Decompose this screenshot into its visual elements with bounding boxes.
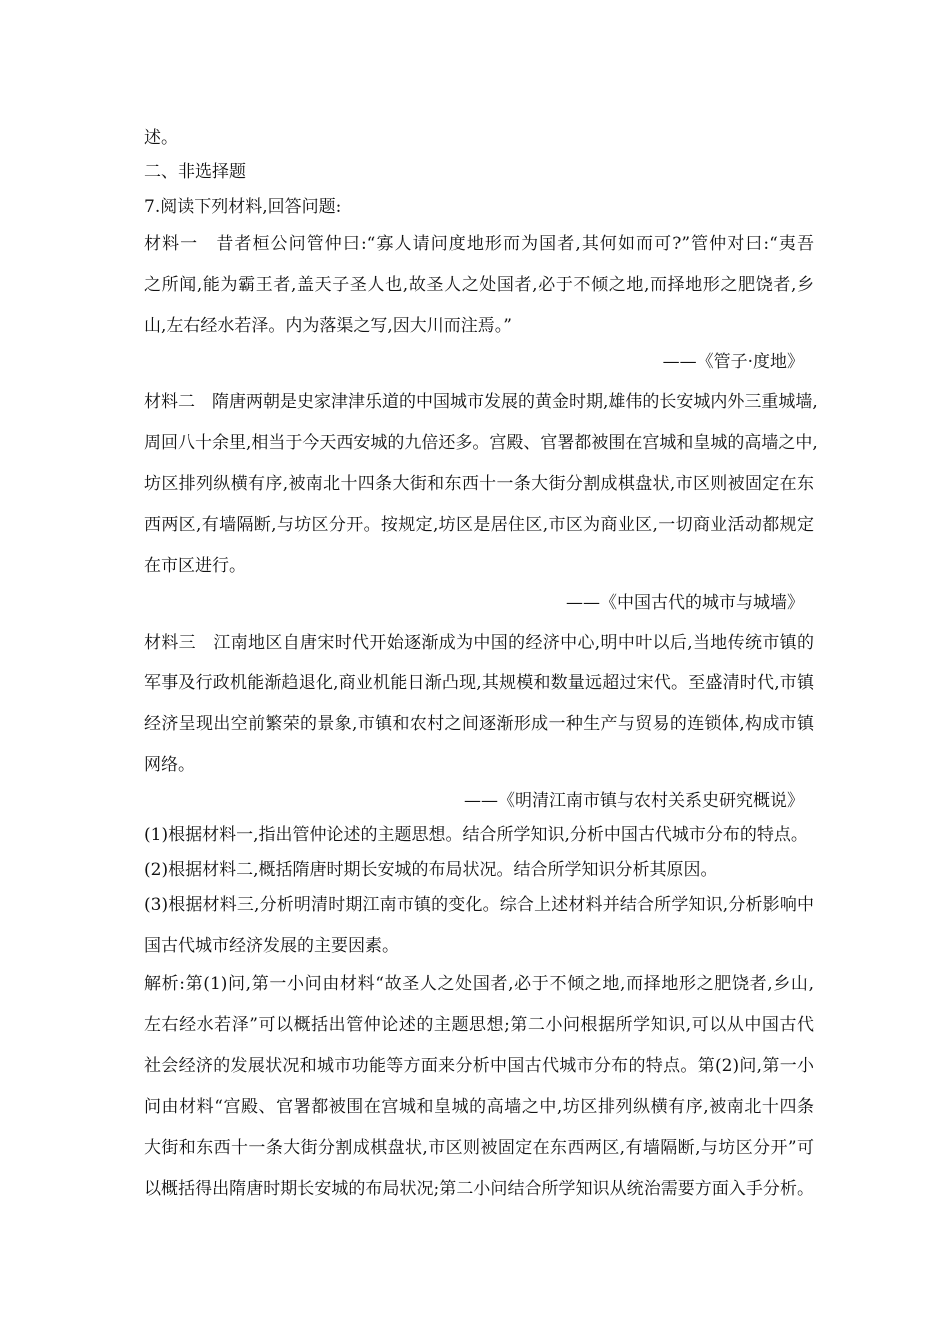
text-line: 述。 bbox=[144, 128, 178, 148]
question-2: (2)根据材料二,概括隋唐时期长安城的布局状况。结合所学知识分析其原因。 bbox=[144, 860, 718, 880]
material-2-line: 材料二 隋唐两朝是史家津津乐道的中国城市发展的黄金时期,雄伟的长安城内外三重城墙, bbox=[144, 392, 818, 412]
question-1: (1)根据材料一,指出管仲论述的主题思想。结合所学知识,分析中国古代城市分布的特点。 bbox=[144, 825, 808, 845]
material-2-line: 坊区排列纵横有序,被南北十四条大街和东西十一条大街分割成棋盘状,市区则被固定在东 bbox=[144, 474, 814, 494]
analysis-line: 以概括得出隋唐时期长安城的布局状况;第二小问结合所学知识从统治需要方面入手分析。 bbox=[144, 1179, 814, 1199]
analysis-line: 解析:第(1)问,第一小问由材料“故圣人之处国者,必于不倾之地,而择地形之肥饶者,乡山, bbox=[144, 974, 814, 994]
material-3-source: ——《明清江南市镇与农村关系史研究概说》 bbox=[464, 791, 804, 811]
section-title: 二、非选择题 bbox=[144, 162, 246, 182]
question-3-line: (3)根据材料三,分析明清时期江南市镇的变化。综合上述材料并结合所学知识,分析影响中 bbox=[144, 895, 814, 915]
material-3-line: 经济呈现出空前繁荣的景象,市镇和农村之间逐渐形成一种生产与贸易的连锁体,构成市镇 bbox=[144, 714, 814, 734]
material-1-line: 山,左右经水若泽。内为落渠之写,因大川而注焉。” bbox=[144, 316, 512, 336]
analysis-line: 大街和东西十一条大街分割成棋盘状,市区则被固定在东西两区,有墙隔断,与坊区分开”可 bbox=[144, 1138, 814, 1158]
material-3-line: 网络。 bbox=[144, 755, 195, 775]
material-1-line: 之所闻,能为霸王者,盖天子圣人也,故圣人之处国者,必于不倾之地,而择地形之肥饶者,乡 bbox=[144, 275, 814, 295]
analysis-line: 问由材料“宫殿、官署都被围在宫城和皇城的高墙之中,坊区排列纵横有序,被南北十四条 bbox=[144, 1097, 814, 1117]
material-1-source: ——《管子·度地》 bbox=[662, 352, 804, 372]
analysis-line: 社会经济的发展状况和城市功能等方面来分析中国古代城市分布的特点。第(2)问,第一小 bbox=[144, 1056, 814, 1076]
question-intro: 7.阅读下列材料,回答问题: bbox=[144, 197, 342, 217]
material-3-line: 材料三 江南地区自唐宋时代开始逐渐成为中国的经济中心,明中叶以后,当地传统市镇的 bbox=[144, 633, 814, 653]
material-1-line: 材料一 昔者桓公问管仲曰:“寡人请问度地形而为国者,其何如而可?”管仲对曰:“夷吾 bbox=[144, 234, 814, 254]
question-3-line: 国古代城市经济发展的主要因素。 bbox=[144, 936, 399, 956]
material-2-line: 在市区进行。 bbox=[144, 556, 246, 576]
material-2-line: 西两区,有墙隔断,与坊区分开。按规定,坊区是居住区,市区为商业区,一切商业活动都规定 bbox=[144, 515, 814, 535]
analysis-line: 左右经水若泽”可以概括出管仲论述的主题思想;第二小问根据所学知识,可以从中国古代 bbox=[144, 1015, 814, 1035]
material-2-source: ——《中国古代的城市与城墙》 bbox=[566, 593, 804, 613]
material-3-line: 军事及行政机能渐趋退化,商业机能日渐凸现,其规模和数量远超过宋代。至盛清时代,市镇 bbox=[144, 673, 814, 693]
material-2-line: 周回八十余里,相当于今天西安城的九倍还多。宫殿、官署都被围在宫城和皇城的高墙之中, bbox=[144, 433, 818, 453]
